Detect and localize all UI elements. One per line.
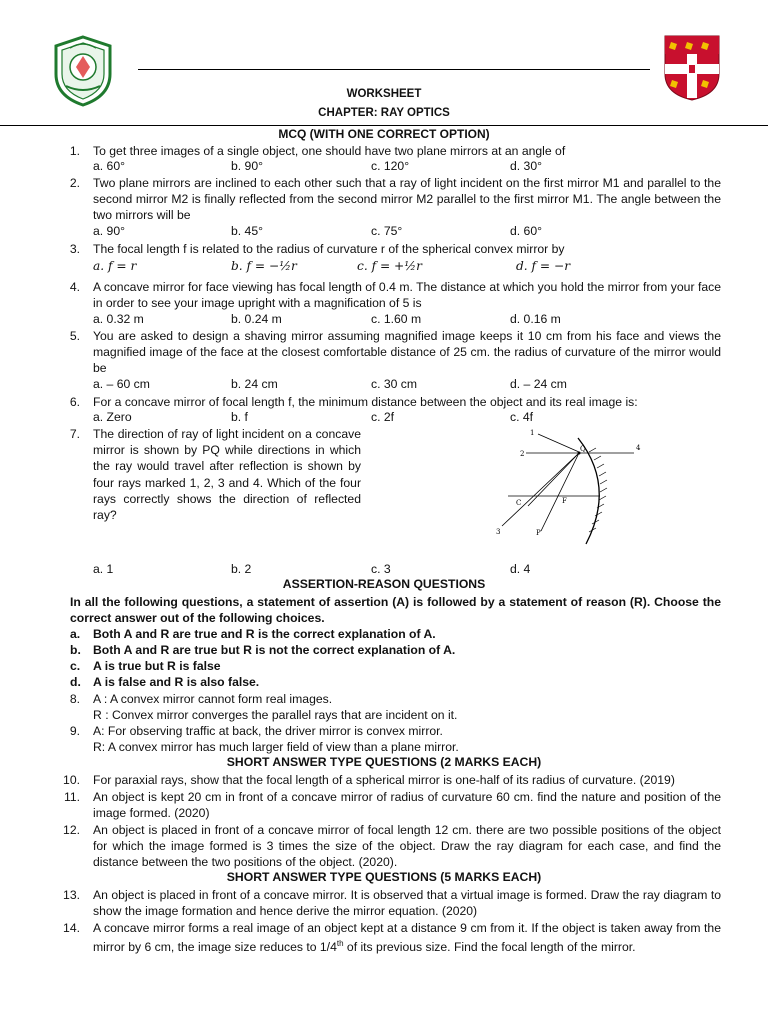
option-d: d. f = −r xyxy=(516,259,571,273)
choice-text: A is false and R is also false. xyxy=(93,675,260,689)
option-a: a. 90° xyxy=(93,224,125,238)
option-b: b. f = −½r xyxy=(231,259,297,273)
question-number: 9. xyxy=(69,724,80,738)
title-divider xyxy=(0,125,768,126)
option-a: a. 1 xyxy=(93,562,114,576)
option-b: b. 2 xyxy=(231,562,252,576)
ray-label-3: 3 xyxy=(496,528,501,536)
question-number: 7. xyxy=(69,427,80,441)
question-text: An object is placed in front of a concave mirror. It is observed that a virtual image is formed. Draw the ray diagram to show the image formation and hence derive the mirror equation. (2020) xyxy=(93,888,721,919)
question-number: 11. xyxy=(63,790,80,804)
short5-heading: SHORT ANSWER TYPE QUESTIONS (5 MARKS EACH) xyxy=(226,870,542,884)
question-number: 10. xyxy=(63,773,80,787)
option-a: a. – 60 cm xyxy=(93,377,150,391)
chapter-title: CHAPTER: RAY OPTICS xyxy=(318,107,450,119)
option-a: a. f = r xyxy=(93,259,137,273)
superscript-th: th xyxy=(336,939,344,949)
option-d: d. 4 xyxy=(510,562,531,576)
option-d: d. 30° xyxy=(510,159,542,173)
question-text: For a concave mirror of focal length f, the minimum distance between the object and its real image is: xyxy=(93,395,638,409)
option-b: b. 0.24 m xyxy=(231,312,282,326)
option-d: d. 0.16 m xyxy=(510,312,561,326)
choice-label: c. xyxy=(70,659,81,673)
option-a: a. 60° xyxy=(93,159,125,173)
option-c: c. 1.60 m xyxy=(371,312,422,326)
option-c: c. f = +½r xyxy=(357,259,422,273)
option-c: c. 30 cm xyxy=(371,377,418,391)
question-number: 4. xyxy=(69,280,80,294)
option-b: b. 24 cm xyxy=(231,377,278,391)
assertion-statement: A : A convex mirror cannot form real images. xyxy=(93,692,333,706)
question-text: An object is placed in front of a concave mirror of focal length 12 cm. there are two possible positions of the object for which the image formed is 3 times the size of the object. Draw the ray diagram for each case, and find the distance between the two positions of the object. (2020). xyxy=(93,823,721,870)
point-label-q: Q xyxy=(580,445,586,453)
assertion-statement: A: For observing traffic at back, the driver mirror is convex mirror. xyxy=(93,724,443,738)
option-c: c. 3 xyxy=(371,562,391,576)
assertion-intro: In all the following questions, a statement of assertion (A) is followed by a statement of reason (R). Choose the correct answer out of the following choices. xyxy=(70,595,721,626)
point-label-f: F xyxy=(562,497,567,505)
option-c: c. 2f xyxy=(371,410,395,424)
point-label-p: P xyxy=(536,529,541,537)
question-text xyxy=(93,920,721,955)
choice-text: A is true but R is false xyxy=(93,659,221,673)
choice-label: b. xyxy=(70,643,81,657)
ray-label-2: 2 xyxy=(520,450,525,458)
question-number: 5. xyxy=(69,329,80,343)
worksheet-title: WORKSHEET xyxy=(346,88,422,100)
question-number: 3. xyxy=(69,242,80,256)
option-c: c. 120° xyxy=(371,159,410,173)
question-number: 1. xyxy=(69,144,80,158)
ray-label-4: 4 xyxy=(636,444,641,452)
option-b: b. 45° xyxy=(231,224,263,238)
question-text-part: of its previous size. Find the focal length of the mirror. xyxy=(343,940,636,955)
reason-statement: R: A convex mirror has much larger field of view than a plane mirror. xyxy=(93,740,459,754)
point-label-c: C xyxy=(516,499,522,507)
question-number: 12. xyxy=(63,823,80,837)
ray-label-1: 1 xyxy=(530,429,535,437)
choice-text: Both A and R are true and R is the correct explanation of A. xyxy=(93,627,436,641)
short2-heading: SHORT ANSWER TYPE QUESTIONS (2 MARKS EACH) xyxy=(226,755,542,769)
question-text: To get three images of a single object, one should have two plane mirrors at an angle of xyxy=(93,144,566,158)
question-text: You are asked to design a shaving mirror assuming magnified image keeps it 10 cm from his face and views the magnified image of the face at the closest comfortable distance of 25 cm. the radius of curvature of the mirror would be xyxy=(93,329,721,376)
question-number: 14. xyxy=(63,921,80,935)
option-b: b. 90° xyxy=(231,159,263,173)
question-number: 6. xyxy=(69,395,80,409)
question-text: The direction of ray of light incident on a concave mirror is shown by PQ while directions in which the ray would travel after reflection is shown by four rays marked 1, 2, 3 and 4. Which of the four rays correctly shows the direction of reflected ray? xyxy=(93,427,361,523)
option-b: b. f xyxy=(231,410,248,424)
option-d: d. 60° xyxy=(510,224,542,238)
option-a: a. Zero xyxy=(93,410,132,424)
choice-label: d. xyxy=(70,675,81,689)
option-d: c. 4f xyxy=(510,410,534,424)
option-c: c. 75° xyxy=(371,224,403,238)
mcq-heading: MCQ (WITH ONE CORRECT OPTION) xyxy=(278,127,490,141)
question-text-part: A concave mirror forms a real image of an object kept at a distance 9 cm from it. If the object is taken away from the mirror by 6 cm, the image size reduces to 1/4 xyxy=(93,921,721,955)
question-text: The focal length f is related to the radius of curvature r of the spherical convex mirror by xyxy=(93,242,565,256)
option-d: d. – 24 cm xyxy=(510,377,567,391)
question-number: 13. xyxy=(63,888,80,902)
option-a: a. 0.32 m xyxy=(93,312,144,326)
choice-text: Both A and R are true but R is not the correct explanation of A. xyxy=(93,643,456,657)
question-text: An object is kept 20 cm in front of a concave mirror of radius of curvature 60 cm. find the nature and position of the image formed. (2020) xyxy=(93,790,721,821)
header-rule xyxy=(138,69,650,70)
question-text: A concave mirror for face viewing has focal length of 0.4 m. The distance at which you hold the mirror from your face in order to see your image upright with a magnification of 5 is xyxy=(93,280,721,311)
assertion-heading: ASSERTION-REASON QUESTIONS xyxy=(282,577,486,591)
choice-label: a. xyxy=(70,627,81,641)
question-number: 2. xyxy=(69,176,80,190)
question-text: For paraxial rays, show that the focal length of a spherical mirror is one-half of its radius of curvature. (2019) xyxy=(93,773,675,787)
reason-statement: R : Convex mirror converges the parallel rays that are incident on it. xyxy=(93,708,458,722)
concave-mirror-diagram xyxy=(486,426,666,546)
question-text: Two plane mirrors are inclined to each other such that a ray of light incident on the first mirror M1 and parallel to the second mirror M2 is finally reflected from the second mirror M2 parallel to the first mirror M1. The angle between the two mirrors will be xyxy=(93,176,721,223)
question-number: 8. xyxy=(69,692,80,706)
